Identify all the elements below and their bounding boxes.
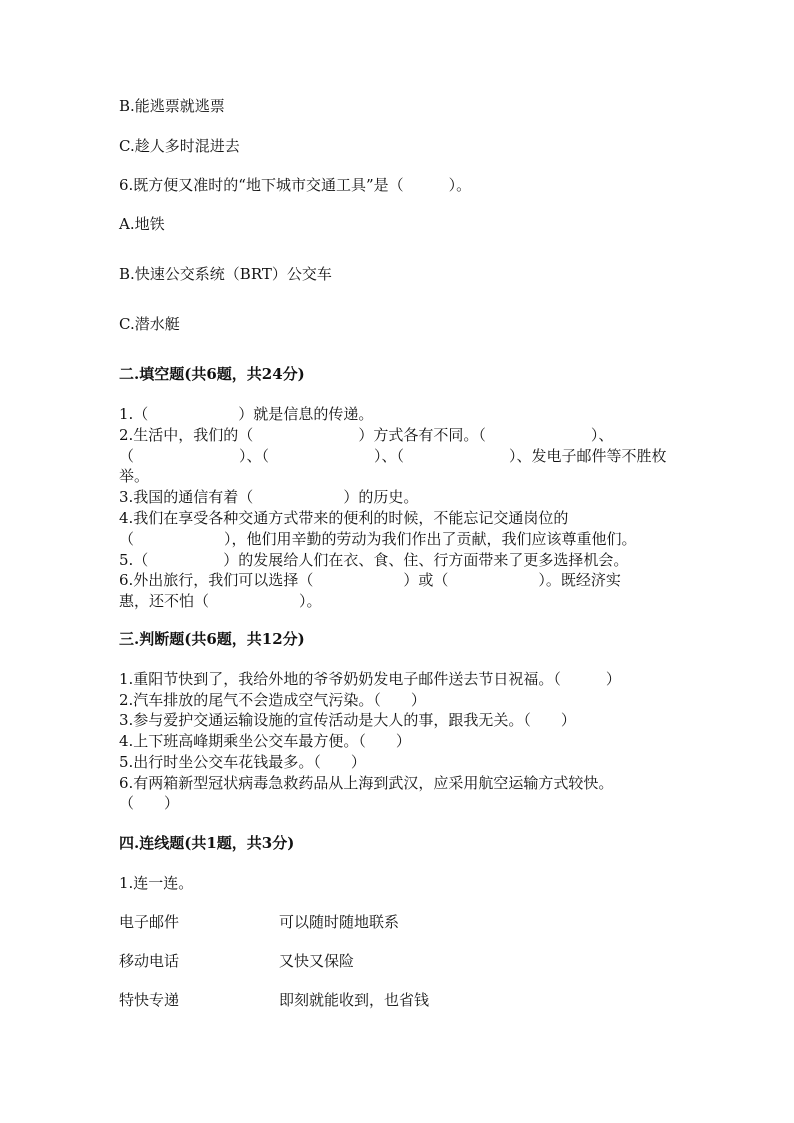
question-option: A.地铁 (119, 215, 165, 233)
matching-right-item: 即刻就能收到，也省钱 (279, 991, 430, 1009)
true-false-line: 5.出行时坐公交车花钱最多。（ ） (119, 753, 366, 771)
question-option: C.趁人多时混进去 (119, 137, 240, 155)
true-false-line: 4.上下班高峰期乘坐公交车最方便。（ ） (119, 732, 411, 750)
question-text: 6.既方便又准时的“地下城市交通工具”是（ ）。 (119, 176, 472, 194)
true-false-line: 3.参与爱护交通运输设施的宣传活动是大人的事，跟我无关。（ ） (119, 711, 576, 729)
fill-blank-line: 5.（ ）的发展给人们在衣、食、住、行方面带来了更多选择机会。 (119, 551, 629, 569)
question-option: C.潜水艇 (119, 315, 180, 333)
section-heading-true-false: 三.判断题(共6题，共12分) (119, 630, 305, 648)
fill-blank-line: 4.我们在享受各种交通方式带来的便利的时候，不能忘记交通岗位的 (119, 509, 569, 527)
true-false-line: 2.汽车排放的尾气不会造成空气污染。（ ） (119, 691, 426, 709)
true-false-line: （ ） (119, 794, 180, 812)
fill-blank-line: 惠，还不怕（ ）。 (119, 592, 322, 610)
fill-blank-line: 6.外出旅行，我们可以选择（ ）或（ ）。既经济实 (119, 571, 621, 589)
matching-right-item: 又快又保险 (279, 952, 355, 970)
question-option: B.快速公交系统（BRT）公交车 (119, 265, 332, 283)
section-heading-matching: 四.连线题(共1题，共3分) (119, 834, 295, 852)
fill-blank-line: 2.生活中，我们的（ ）方式各有不同。（ ）、 (119, 426, 614, 444)
fill-blank-line: （ ）、（ ）、（ ）、发电子邮件等不胜枚 (119, 447, 667, 465)
matching-right-item: 可以随时随地联系 (279, 913, 400, 931)
matching-left-item: 电子邮件 (119, 913, 180, 931)
true-false-line: 6.有两箱新型冠状病毒急救药品从上海到武汉，应采用航空运输方式较快。 (119, 774, 614, 792)
fill-blank-line: 举。 (119, 467, 150, 485)
section-heading-fill-blank: 二.填空题(共6题，共24分) (119, 365, 305, 383)
matching-question: 1.连一连。 (119, 874, 194, 892)
matching-left-item: 特快专递 (119, 991, 180, 1009)
fill-blank-line: （ ），他们用辛勤的劳动为我们作出了贡献，我们应该尊重他们。 (119, 530, 637, 548)
matching-left-item: 移动电话 (119, 952, 180, 970)
fill-blank-line: 3.我国的通信有着（ ）的历史。 (119, 488, 419, 506)
true-false-line: 1.重阳节快到了，我给外地的爷爷奶奶发电子邮件送去节日祝福。（ ） (119, 670, 621, 688)
fill-blank-line: 1.（ ）就是信息的传递。 (119, 405, 374, 423)
question-option: B.能逃票就逃票 (119, 97, 225, 115)
